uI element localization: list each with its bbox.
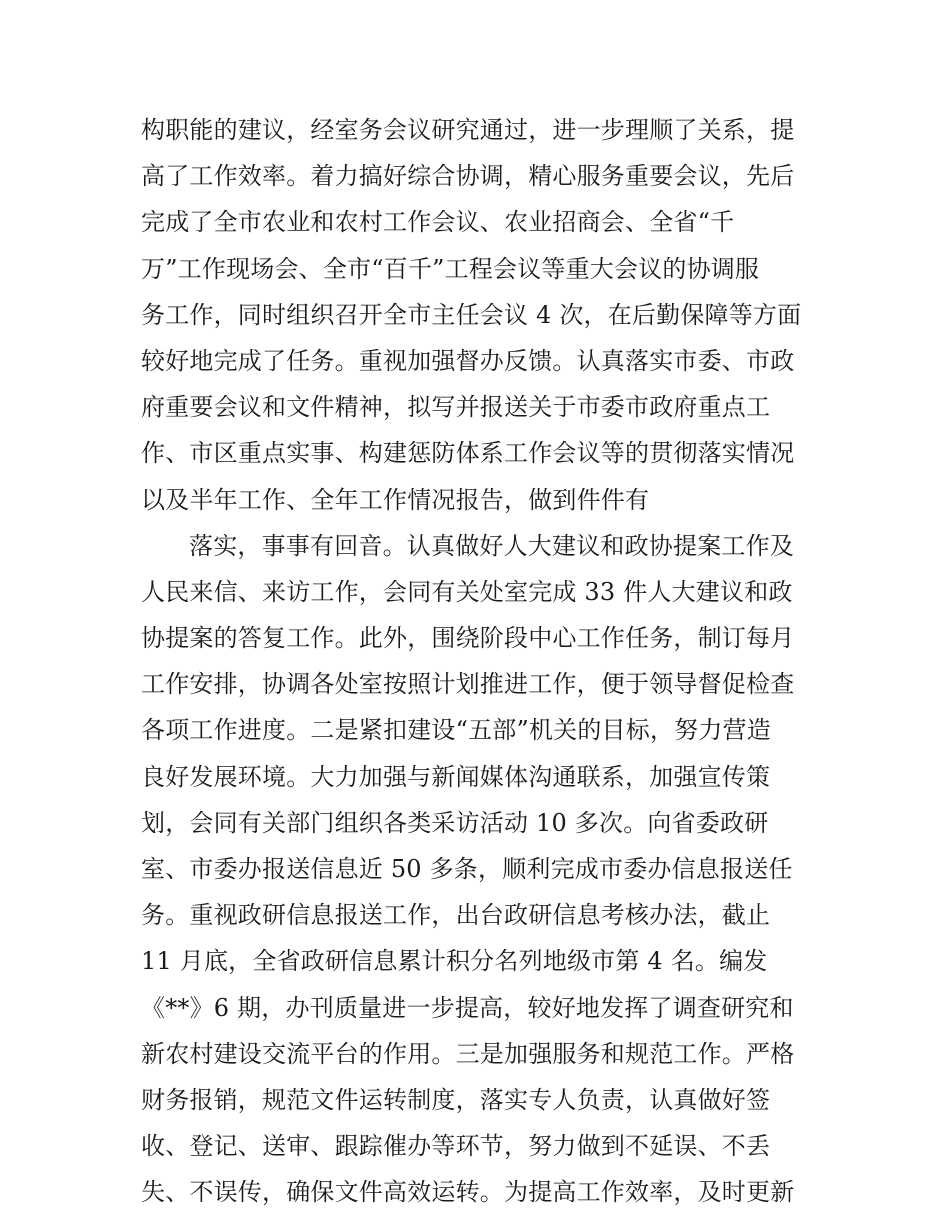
text-line-20: 《**》6 期，办刊质量进一步提高，较好地发挥了调查研究和	[141, 993, 794, 1022]
text-line-16: 划，会同有关部门组织各类采访活动 10 多次。向省委政研	[141, 808, 769, 837]
text-line-19: 11 月底，全省政研信息累计积分名列地级市第 4 名。编发	[141, 947, 768, 976]
text-line-24: 失、不误传，确保文件高效运转。为提高工作效率，及时更新	[141, 1178, 795, 1207]
document-body	[141, 107, 821, 1216]
text-line-4: 万”工作现场会、全市“百千”工程会议等重大会议的协调服	[141, 254, 760, 283]
text-line-14: 各项工作进度。二是紧扣建设“五部”机关的目标，努力营造	[141, 716, 771, 745]
text-line-2: 高了工作效率。着力搞好综合协调，精心服务重要会议，先后	[141, 162, 795, 191]
text-line-17: 室、市委办报送信息近 50 多条，顺利完成市委办信息报送任	[141, 855, 793, 883]
text-line-13: 工作安排，协调各处室按照计划推进工作，便于领导督促检查	[141, 670, 795, 699]
text-line-11: 人民来信、来访工作，会同有关处室完成 33 件人大建议和政	[141, 577, 793, 606]
text-line-7: 府重要会议和文件精神，拟写并报送关于市委市政府重点工	[141, 393, 771, 422]
text-line-3: 完成了全市农业和农村工作会议、农业招商会、全省“千	[141, 208, 735, 237]
text-line-9: 以及半年工作、全年工作情况报告，做到件件有	[141, 485, 650, 514]
text-line-1: 构职能的建议，经室务会议研究通过，进一步理顺了关系，提	[141, 116, 795, 144]
text-line-18: 务。重视政研信息报送工作，出台政研信息考核办法，截止	[141, 901, 771, 930]
paragraph-start-line: 落实，事事有回音。认真做好人大建议和政协提案工作及	[189, 531, 794, 560]
text-line-12: 协提案的答复工作。此外，围绕阶段中心工作任务，制订每月	[141, 624, 795, 653]
text-line-22: 财务报销，规范文件运转制度，落实专人负责，认真做好签	[141, 1085, 771, 1114]
text-line-21: 新农村建设交流平台的作用。三是加强服务和规范工作。严格	[141, 1039, 795, 1068]
text-line-15: 良好发展环境。大力加强与新闻媒体沟通联系，加强宣传策	[141, 762, 771, 791]
text-line-8: 作、市区重点实事、构建惩防体系工作会议等的贯彻落实情况	[141, 439, 795, 468]
text-line-5: 务工作，同时组织召开全市主任会议 4 次，在后勤保障等方面	[141, 300, 802, 329]
text-line-23: 收、登记、送审、跟踪催办等环节，努力做到不延误、不丢	[141, 1132, 771, 1161]
text-line-6: 较好地完成了任务。重视加强督办反馈。认真落实市委、市政	[141, 346, 795, 375]
